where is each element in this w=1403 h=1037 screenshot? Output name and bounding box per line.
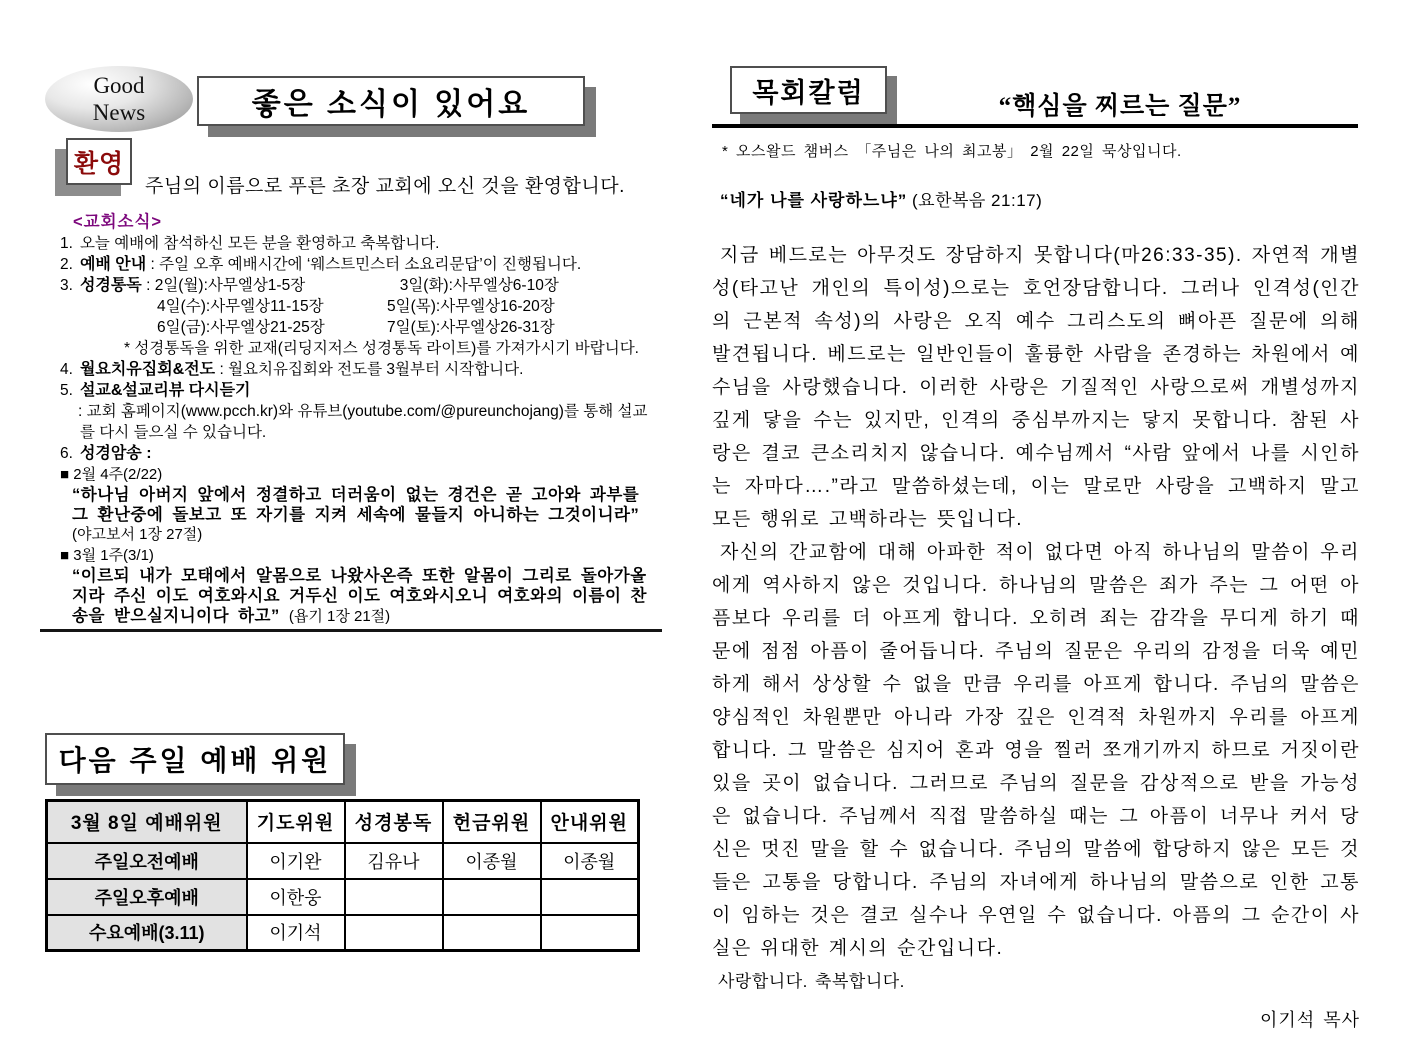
news-item-4-number: 4. [60, 361, 73, 378]
bible-schedule-note: * 성경통독을 위한 교재(리딩지저스 성경통독 라이트)를 가져가시기 바랍니다. [124, 340, 639, 357]
welcome-text: 주님의 이름으로 푸른 초장 교회에 오신 것을 환영합니다. [145, 176, 625, 197]
memory-verse-2-line3 [72, 606, 685, 627]
news-item-2 [60, 254, 685, 275]
table-header-offering: 헌금위원 [443, 801, 541, 843]
news-item-4 [60, 359, 685, 380]
table-cell: 김유나 [345, 843, 443, 879]
news-item-6-label: 성경암송 : [79, 445, 152, 462]
pastoral-column-title-box [730, 66, 887, 114]
scripture-quote: “네가 나를 사랑하느냐” [720, 191, 908, 210]
bible-schedule-cell: 4일(수):사무엘상11-15장 [157, 298, 324, 315]
bible-schedule-cell: 7일(토):사무엘상26-31장 [387, 319, 555, 336]
news-item-5-label: 설교&설교리뷰 다시듣기 [79, 382, 251, 399]
pastoral-column-body [712, 239, 1360, 1037]
memory-verse-2-line1: “이르되 내가 모태에서 알몸으로 나왔사온즉 또한 알몸이 그리로 돌아가올 [72, 567, 647, 585]
news-item-2-number: 2. [60, 256, 73, 273]
news-item-2-text: : 주일 오후 예배시간에 ‘웨스트민스터 소요리문답’이 진행됩니다. [150, 256, 582, 273]
logo-line2: News [92, 100, 146, 125]
table-cell: 이종월 [443, 843, 541, 879]
news-item-5-line1: : 교회 홈페이지(www.pcch.kr)와 유튜브(youtube.com/@pureunchojang)를 통해 설교 [78, 403, 648, 420]
good-news-logo [45, 66, 193, 132]
table-header-usher: 안내위원 [541, 801, 639, 843]
table-cell: 이종월 [541, 843, 639, 879]
bible-schedule-row [157, 317, 685, 338]
next-week-title-box [45, 733, 345, 785]
memory-verse-1-line1: “하나님 아버지 앞에서 정결하고 더러움이 없는 경건은 곧 고아와 과부를 [72, 486, 640, 504]
table-header-row [47, 801, 639, 843]
table-cell: 이기완 [247, 843, 345, 879]
table-cell [345, 915, 443, 951]
bible-schedule-cell: 6일(금):사무엘상21-25장 [157, 319, 325, 336]
memory-verse-1-reference: (야고보서 1장 27절) [72, 526, 203, 543]
news-item-6 [60, 443, 685, 464]
signature: 이기석 목사 [1260, 1010, 1360, 1030]
memory-verse-1-line2: 그 환난중에 돌보고 또 자기를 지켜 세속에 물들지 아니하는 그것이니라” [72, 506, 640, 524]
welcome-badge [66, 138, 132, 185]
church-news-section [60, 212, 685, 627]
table-row [47, 843, 639, 879]
left-column-divider [40, 629, 662, 632]
scripture-quote-reference: (요한복음 21:17) [911, 191, 1043, 210]
welcome-badge-label: 환영 [73, 149, 125, 178]
news-item-6-number: 6. [60, 445, 73, 462]
news-item-2-label: 예배 안내 [79, 256, 147, 273]
news-item-5-number: 5. [60, 382, 73, 399]
body-paragraph-2: 자신의 간교함에 대해 아파한 적이 없다면 아직 하나님의 말씀이 우리에게 역사하지 않은 것입니다. 하나님의 말씀은 죄가 주는 그 어떤 아픔보다 우리를 더 아프게 합니다. 오히려 죄는 감각을 무디게 하기 때문에 점점 아픔이 줄어듭니다. 주님의 질문은 우리의 감정을 더욱 예민하게 해서 상상할 수 없을 만큼 우리를 아프게 합니다. 주님의 말씀은 양심적인 차원뿐만 아니라 가장 깊은 인격적 차원까지 우리를 아프게 합니다. 그 말씀은 심지어 혼과 영을 찔러 쪼개기까지 하므로 거짓이란 있을 곳이 없습니다. 그러므로 주님의 질문을 감상적으로 받을 가능성은 없습니다. 주님께서 직접 말씀하실 때는 그 아픔이 너무나 커서 당신은 멋진 말을 할 수 없습니다. 주님의 말씀에 합당하지 않은 모든 것들은 고통을 당합니다. 주님의 자녀에게 하나님의 말씀으로 인한 고통이 임하는 것은 결코 실수나 우연일 수 없습니다. 아픔의 그 순간이 사실은 위대한 계시의 순간입니다. [712, 542, 1360, 959]
news-item-3-label: 성경통독 [79, 277, 142, 294]
table-cell: 이기석 [247, 915, 345, 951]
table-cell [345, 879, 443, 915]
table-cell [541, 879, 639, 915]
church-news-heading: <교회소식> [73, 213, 163, 231]
bible-schedule-row [157, 296, 685, 317]
closing-line: 사랑합니다. 축복합니다. [718, 972, 905, 991]
table-header-scripture: 성경봉독 [345, 801, 443, 843]
bible-schedule-cell: 3일(화):사무엘상6-10장 [399, 277, 559, 294]
news-item-3 [60, 275, 685, 296]
next-week-title: 다음 주일 예배 위원 [58, 745, 332, 776]
bible-schedule-cell: 5일(목):사무엘상16-20장 [387, 298, 555, 315]
memory-verse-week-1: ■ 2월 4주(2/22) [60, 466, 163, 483]
news-item-5 [60, 380, 685, 401]
pastoral-column-rule [712, 124, 1358, 128]
news-item-4-label: 월요치유집회&전도 [79, 361, 216, 378]
table-header-prayer: 기도위원 [247, 801, 345, 843]
news-item-5-line2: 를 다시 들으실 수 있습니다. [80, 424, 267, 441]
news-item-1-text: 오늘 예배에 참석하신 모든 분을 환영하고 축복합니다. [79, 235, 440, 252]
scripture-quote-line [720, 186, 1042, 211]
news-item-1-number: 1. [60, 235, 73, 252]
table-row [47, 915, 639, 951]
body-paragraph-1: 지금 베드로는 아무것도 장담하지 못합니다(마26:33-35). 자연적 개별성(타고난 개인의 특이성)으로는 호언장담합니다. 그러나 인격성(인간의 근본적 속성)의 사랑은 오직 예수 그리스도의 뼈아픈 질문에 의해 발견됩니다. 베드로는 일반인들이 훌륭한 사람을 존경하는 차원에서 예수님을 사랑했습니다. 이러한 사랑은 기질적인 사랑으로써 개별성까지 깊게 닿을 수는 있지만, 인격의 중심부까지는 닿지 못합니다. 참된 사랑은 결코 큰소리치지 않습니다. 예수님께서 “사람 앞에서 나를 시인하는 자마다….”라고 말씀하셨는데, 이는 말로만 사랑을 고백하지 말고 모든 행위로 고백하라는 뜻입니다. [712, 245, 1360, 530]
memory-verse-week-2: ■ 3월 1주(3/1) [60, 547, 154, 564]
logo-line1: Good [93, 73, 145, 98]
table-cell [443, 879, 541, 915]
left-title-banner [197, 76, 585, 126]
table-row [47, 879, 639, 915]
worship-committee-table [45, 799, 640, 952]
pastoral-column-title: 목회칼럼 [752, 77, 865, 108]
left-title: 좋은 소식이 있어요 [251, 88, 531, 121]
bible-schedule-cell: 2일(월):사무엘상1-5장 [154, 277, 306, 294]
table-cell: 이한웅 [247, 879, 345, 915]
news-item-3-separator: : [146, 277, 151, 294]
table-row-label: 주일오후예배 [47, 879, 247, 915]
memory-verse-2-line2: 지라 주신 이도 여호와시요 거두신 이도 여호와시오니 여호와의 이름이 찬 [72, 587, 647, 605]
table-header-date: 3월 8일 예배위원 [47, 801, 247, 843]
memory-verse-2-reference: (욥기 1장 21절) [288, 608, 391, 625]
table-cell [541, 915, 639, 951]
pastoral-column-heading: “핵심을 찌르는 질문” [998, 93, 1242, 120]
table-row-label: 수요예배(3.11) [47, 915, 247, 951]
news-item-3-number: 3. [60, 277, 73, 294]
table-cell [443, 915, 541, 951]
news-item-1 [60, 233, 685, 254]
news-item-4-text: : 월요치유집회와 전도를 3월부터 시작합니다. [219, 361, 524, 378]
memory-verse-2-line3-text: 송을 받으실지니이다 하고” [72, 607, 280, 625]
table-row-label: 주일오전예배 [47, 843, 247, 879]
source-note: * 오스왈드 챔버스 「주님은 나의 최고봉」 2월 22일 묵상입니다. [722, 143, 1182, 160]
